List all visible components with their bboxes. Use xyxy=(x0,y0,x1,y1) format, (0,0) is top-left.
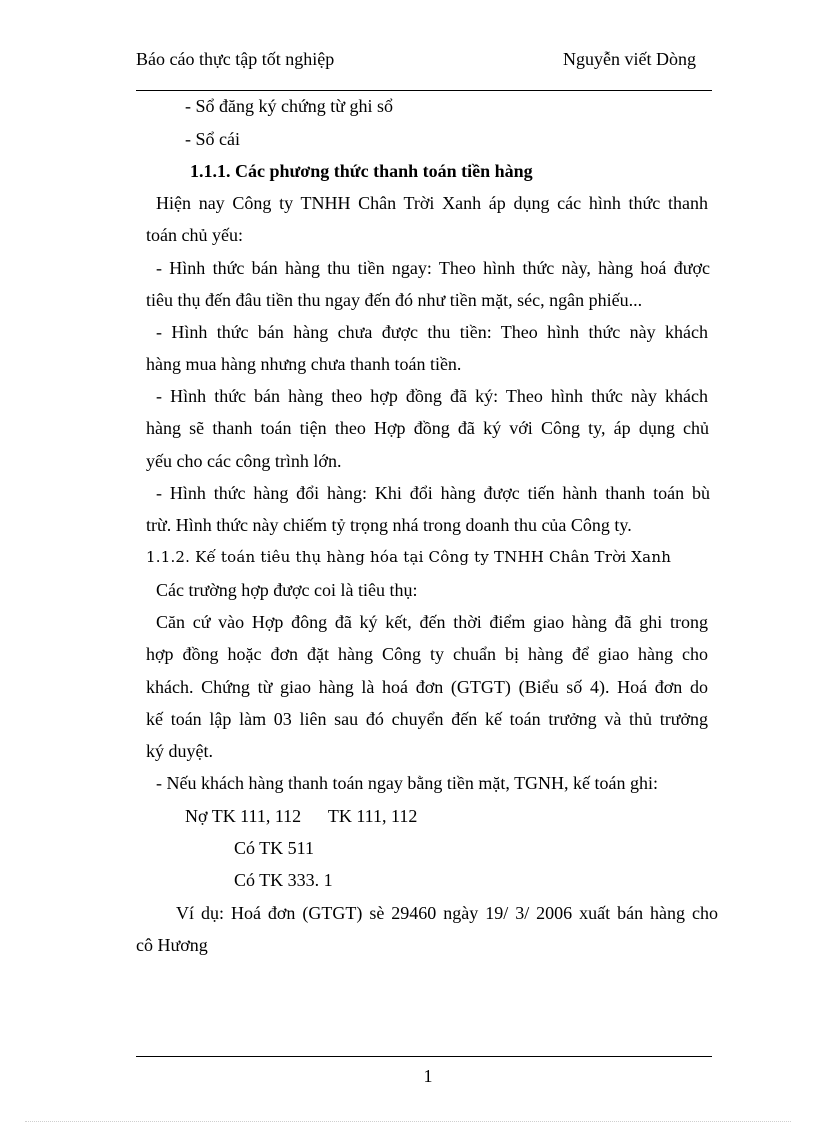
paragraph-line: - Hình thức bán hàng chưa được thu tiền: Theo hình thức này khách xyxy=(156,322,708,342)
section-heading: 1.1.1. Các phương thức thanh toán tiền hàng xyxy=(190,161,533,181)
paragraph-line: yếu cho các công trình lớn. xyxy=(146,451,342,471)
paragraph-line: ký duyệt. xyxy=(146,741,213,761)
accounting-entry: Có TK 333. 1 xyxy=(234,870,333,890)
header-rule xyxy=(136,90,712,91)
list-item: - Sổ cái xyxy=(185,129,240,149)
footer-rule xyxy=(136,1056,712,1057)
paragraph-line: trừ. Hình thức này chiếm tỷ trọng nhá trong doanh thu của Công ty. xyxy=(146,515,632,535)
header-report-title: Báo cáo thực tập tốt nghiệp xyxy=(136,49,335,69)
list-item: - Sổ đăng ký chứng từ ghi sổ xyxy=(185,96,394,116)
paragraph-line: Hiện nay Công ty TNHH Chân Trời Xanh áp dụng các hình thức thanh xyxy=(156,193,708,213)
page-edge-dots xyxy=(25,1121,791,1122)
accounting-entry: Có TK 511 xyxy=(234,838,315,858)
paragraph-line: toán chủ yếu: xyxy=(146,225,243,245)
paragraph-line: - Hình thức hàng đổi hàng: Khi đổi hàng được tiến hành thanh toán bù xyxy=(156,483,710,503)
paragraph-line: Ví dụ: Hoá đơn (GTGT) sè 29460 ngày 19/ 3/ 2006 xuất bán hàng cho xyxy=(176,903,718,923)
section-heading: 1.1.2. Kế toán tiêu thụ hàng hóa tại Công ty TNHH Chân Trời Xanh xyxy=(146,548,672,566)
paragraph-line: hàng mua hàng nhưng chưa thanh toán tiền. xyxy=(146,354,462,374)
paragraph-line: Căn cứ vào Hợp đông đã ký kết, đến thời điểm giao hàng đã ghi trong xyxy=(156,612,708,632)
paragraph-line: khách. Chứng từ giao hàng là hoá đơn (GTGT) (Biểu số 4). Hoá đơn do xyxy=(146,677,708,697)
header-author-name: Nguyễn viết Dòng xyxy=(563,49,696,69)
paragraph-line: - Hình thức bán hàng theo hợp đồng đã ký: Theo hình thức này khách xyxy=(156,386,708,406)
paragraph-line: - Nếu khách hàng thanh toán ngay bằng tiền mặt, TGNH, kế toán ghi: xyxy=(156,773,659,793)
page-number: 1 xyxy=(423,1066,433,1086)
paragraph-line: - Hình thức bán hàng thu tiền ngay: Theo hình thức này, hàng hoá được xyxy=(156,258,710,278)
paragraph-line: hàng sẽ thanh toán tiện theo Hợp đồng đã ký với Công ty, áp dụng chủ xyxy=(146,418,709,438)
paragraph-line: Các trường hợp được coi là tiêu thụ: xyxy=(156,580,418,600)
paragraph-line: kế toán lập làm 03 liên sau đó chuyển đến kế toán trưởng và thủ trưởng xyxy=(146,709,708,729)
accounting-entry: Nợ TK 111, 112 TK 111, 112 xyxy=(185,806,418,826)
paragraph-line: tiêu thụ đến đâu tiền thu ngay đến đó như tiền mặt, séc, ngân phiếu... xyxy=(146,290,643,310)
paragraph-line: hợp đồng hoặc đơn đặt hàng Công ty chuẩn bị hàng để giao hàng cho xyxy=(146,644,708,664)
paragraph-line: cô Hương xyxy=(136,935,208,955)
